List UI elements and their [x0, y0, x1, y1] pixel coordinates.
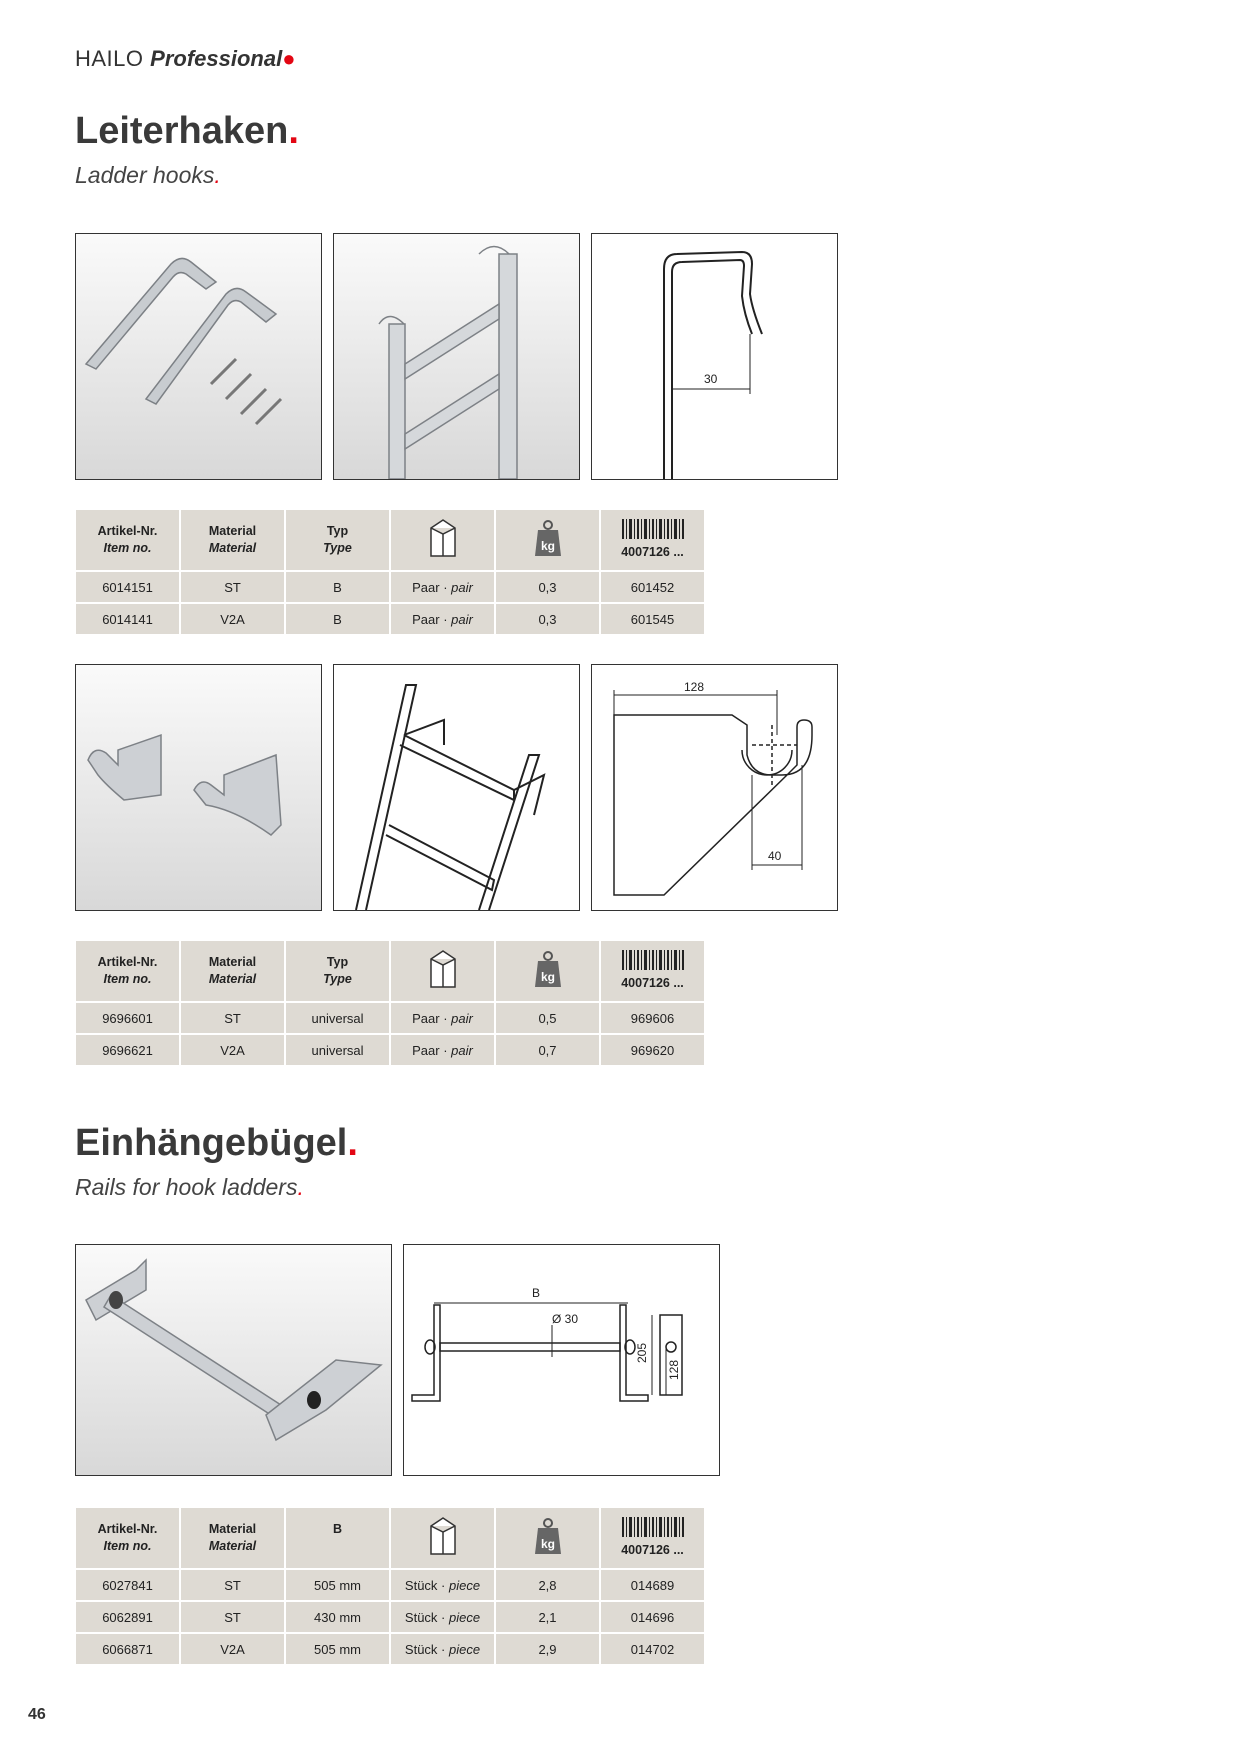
col-b: B [286, 1508, 389, 1568]
section-title-rails: Einhängebügel. [75, 1122, 358, 1164]
package-icon [391, 941, 494, 1001]
col-type: Typ Type [286, 941, 389, 1001]
col-material: Material Material [181, 941, 284, 1001]
spec-table-universal-hooks [74, 939, 706, 1067]
table-row: 6066871 V2A 505 mm Stück · piece 2,9 014702 [76, 1634, 704, 1664]
kg-weight-icon [496, 1508, 599, 1568]
section-subtitle-rails: Rails for hook ladders. [75, 1174, 304, 1200]
table-row: 6062891 ST 430 mm Stück · piece 2,1 014696 [76, 1602, 704, 1632]
barcode-icon: 4007126 ... [601, 510, 704, 570]
kg-weight-icon [496, 510, 599, 570]
barcode-icon: 4007126 ... [601, 941, 704, 1001]
page-number: 46 [28, 1706, 46, 1723]
table-row: 9696601 ST universal Paar · pair 0,5 969606 [76, 1003, 704, 1033]
dim-rail-diameter: Ø 30 [552, 1312, 579, 1326]
package-icon [391, 510, 494, 570]
table-row: 6014151 ST B Paar · pair 0,3 601452 [76, 572, 704, 602]
col-item: Artikel-Nr. Item no. [76, 510, 179, 570]
drawing-rail [403, 1244, 720, 1476]
brand-name: HAILO [75, 46, 144, 71]
kg-weight-icon [496, 941, 599, 1001]
svg-text:kg: kg [540, 538, 555, 553]
photo-rail [75, 1244, 392, 1476]
dim-rail-b: B [532, 1286, 541, 1300]
section-subtitle-ladder-hooks: Ladder hooks. [75, 162, 221, 188]
dim-rail-height-2: 128 [667, 1359, 681, 1380]
section-title-ladder-hooks: Leiterhaken. [75, 110, 299, 152]
spec-table-ladder-hooks [74, 508, 706, 636]
col-material: Material Material [181, 1508, 284, 1568]
photo-hooks-mounted [333, 233, 580, 480]
dim-width: 128 [684, 680, 705, 694]
package-icon [391, 1508, 494, 1568]
col-type: Typ Type [286, 510, 389, 570]
dim-rail-height: 205 [635, 1342, 649, 1363]
dim-small: 40 [768, 849, 782, 863]
col-material: Material Material [181, 510, 284, 570]
svg-text:kg: kg [540, 1536, 555, 1551]
table-row: 6027841 ST 505 mm Stück · piece 2,8 014689 [76, 1570, 704, 1600]
col-item: Artikel-Nr. Item no. [76, 1508, 179, 1568]
photo-universal-hooks [75, 664, 322, 911]
brand-pro: Professional [150, 46, 283, 71]
col-item: Artikel-Nr. Item no. [76, 941, 179, 1001]
svg-text:kg: kg [540, 969, 555, 984]
spec-table-rails [74, 1506, 706, 1666]
table-row: 9696621 V2A universal Paar · pair 0,7 969620 [76, 1035, 704, 1065]
drawing-ladder-hook [591, 233, 838, 480]
dim-hook-a: 30 [704, 372, 718, 386]
brand-header: HAILO Professional● [75, 46, 296, 71]
barcode-icon: 4007126 ... [601, 1508, 704, 1568]
drawing-ladder-universal [333, 664, 580, 911]
photo-ladder-hooks [75, 233, 322, 480]
table-row: 6014141 V2A B Paar · pair 0,3 601545 [76, 604, 704, 634]
drawing-universal-hook [591, 664, 838, 911]
